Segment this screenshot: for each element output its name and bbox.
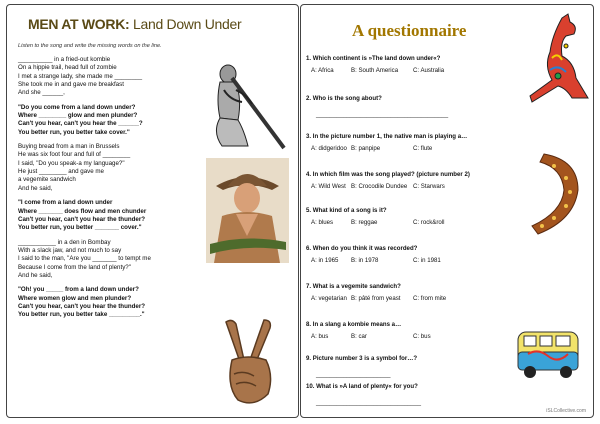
- lyric-line: Because I come from the land of plenty?": [18, 263, 131, 271]
- answer-option: B: pâté from yeast: [351, 295, 401, 302]
- question-text: 10. What is »A land of plenty« for you?: [306, 383, 418, 390]
- lyric-line: She took me in and gave me breakfast: [18, 81, 124, 89]
- lyric-line: He just ________ and gave me: [18, 168, 104, 176]
- answer-options: [306, 145, 473, 152]
- answer-option: B: Crocodile Dundee: [351, 183, 408, 190]
- lyric-line: I said, "Do you speak-a my language?": [18, 159, 125, 167]
- question-item: [306, 355, 417, 378]
- answer-option: C: bus: [413, 333, 431, 340]
- question-text: 2. Who is the song about?: [306, 95, 382, 102]
- answer-option: A: Africa: [311, 67, 334, 74]
- answer-options: [306, 257, 473, 264]
- answer-option: A: vegetarian: [311, 295, 347, 302]
- lyric-line: And she ______,: [18, 89, 65, 97]
- answer-line: _______________________________________: [316, 111, 449, 118]
- answer-option: C: Australia: [413, 67, 445, 74]
- question-item: [306, 383, 421, 406]
- answer-options: [306, 67, 473, 74]
- answer-line: ______________________: [316, 371, 391, 378]
- answer-options: [306, 333, 473, 340]
- question-text: 5. What kind of a song is it?: [306, 207, 387, 214]
- answer-options: [306, 183, 473, 190]
- chorus-line: Can't you hear, can't you hear the thunder?: [18, 302, 146, 310]
- question-item: [306, 321, 473, 340]
- answer-option: A: bus: [311, 333, 329, 340]
- question-item: [306, 207, 473, 226]
- footer-watermark: iSLCollective.com: [546, 408, 586, 414]
- song-title: MEN AT WORK: Land Down Under: [28, 16, 242, 32]
- question-text: 8. In a slang a kombie means a…: [306, 321, 402, 328]
- lyrics-text: [18, 56, 203, 320]
- chorus-line: Can't you hear, can't you hear the thunder?: [18, 215, 146, 223]
- crocodile-dundee-photo: [206, 158, 289, 263]
- kombi-bus-image: [514, 322, 582, 386]
- answer-option: B: in 1978: [351, 257, 379, 264]
- answer-options: [306, 295, 473, 302]
- chorus-line: Can't you hear, can't you hear the ______?: [18, 120, 143, 128]
- chorus-line: Where _______ does flow and men chunder: [18, 207, 147, 215]
- question-text: 1. Which continent is »The land down under«?: [306, 55, 441, 62]
- answer-options: [306, 219, 473, 226]
- question-item: [306, 283, 473, 302]
- kangaroo-image: [522, 12, 594, 104]
- lyric-line: Buying bread from a man in Brussels: [18, 143, 120, 151]
- lyric-line: He was six foot four and full of ________: [18, 151, 131, 159]
- answer-option: B: panpipe: [351, 145, 381, 152]
- answer-option: C: rock&roll: [413, 219, 445, 226]
- answer-option: A: didgeridoo: [311, 145, 347, 152]
- question-item: [306, 55, 473, 74]
- chorus-line: "I come from a land down under: [18, 199, 113, 207]
- lyric-line: I met a strange lady, she made me ________: [18, 72, 143, 80]
- instruction-text: Listen to the song and write the missing words on the line.: [18, 43, 162, 49]
- question-text: 7. What is a vegemite sandwich?: [306, 283, 401, 290]
- question-item: [306, 95, 448, 118]
- chorus-line: Where women glow and men plunder?: [18, 294, 132, 302]
- answer-option: B: reggae: [351, 219, 378, 226]
- chorus-line: You better run, you better take cover.": [18, 128, 130, 136]
- answer-option: C: flute: [413, 145, 433, 152]
- lyric-line: On a hippie trail, head full of zombie: [18, 64, 117, 72]
- peace-hand-image: [214, 316, 284, 412]
- question-text: 3. In the picture number 1, the native man is playing a…: [306, 133, 468, 140]
- answer-option: B: car: [351, 333, 367, 340]
- lyric-line: __________ in a fried-out kombie: [18, 56, 111, 63]
- lyric-line: And he said,: [18, 184, 53, 192]
- answer-option: C: in 1981: [413, 257, 441, 264]
- answer-option: C: from mite: [413, 295, 447, 302]
- answer-option: B: South America: [351, 67, 399, 74]
- answer-line: _______________________________: [316, 399, 422, 406]
- chorus-line: You better run, you better _______ cover.": [18, 224, 142, 232]
- question-text: 4. In which film was the song played? (picture number 2): [306, 171, 470, 178]
- lyric-line: a vegemite sandwich: [18, 176, 76, 184]
- question-text: 6. When do you think it was recorded?: [306, 245, 418, 252]
- chorus-line: "Oh! you _____ from a land down under?: [18, 286, 139, 294]
- question-item: [306, 245, 473, 264]
- question-item: [306, 133, 473, 152]
- question-text: 9. Picture number 3 is a symbol for…?: [306, 355, 418, 362]
- boomerang-image: [508, 150, 586, 240]
- answer-option: A: in 1965: [311, 257, 339, 264]
- didgeridoo-player-image: [198, 60, 290, 152]
- question-item: [306, 171, 473, 190]
- answer-option: A: blues: [311, 219, 334, 226]
- lyric-line: And he said,: [18, 271, 53, 279]
- lyric-line: With a slack jaw, and not much to say: [18, 246, 122, 254]
- chorus-line: "Do you come from a land down under?: [18, 103, 136, 111]
- lyric-line: ___________ in a den in Bombay: [18, 238, 111, 246]
- lyric-line: I said to the man, "Are you _______ to tempt me: [18, 255, 151, 263]
- chorus-line: Where ________ glow and men plunder?: [18, 112, 138, 120]
- answer-option: C: Starwars: [413, 183, 445, 190]
- chorus-line: You better run, you better take _________.": [18, 311, 145, 319]
- questionnaire-title: A questionnaire: [352, 21, 467, 40]
- answer-option: A: Wild West: [311, 183, 346, 190]
